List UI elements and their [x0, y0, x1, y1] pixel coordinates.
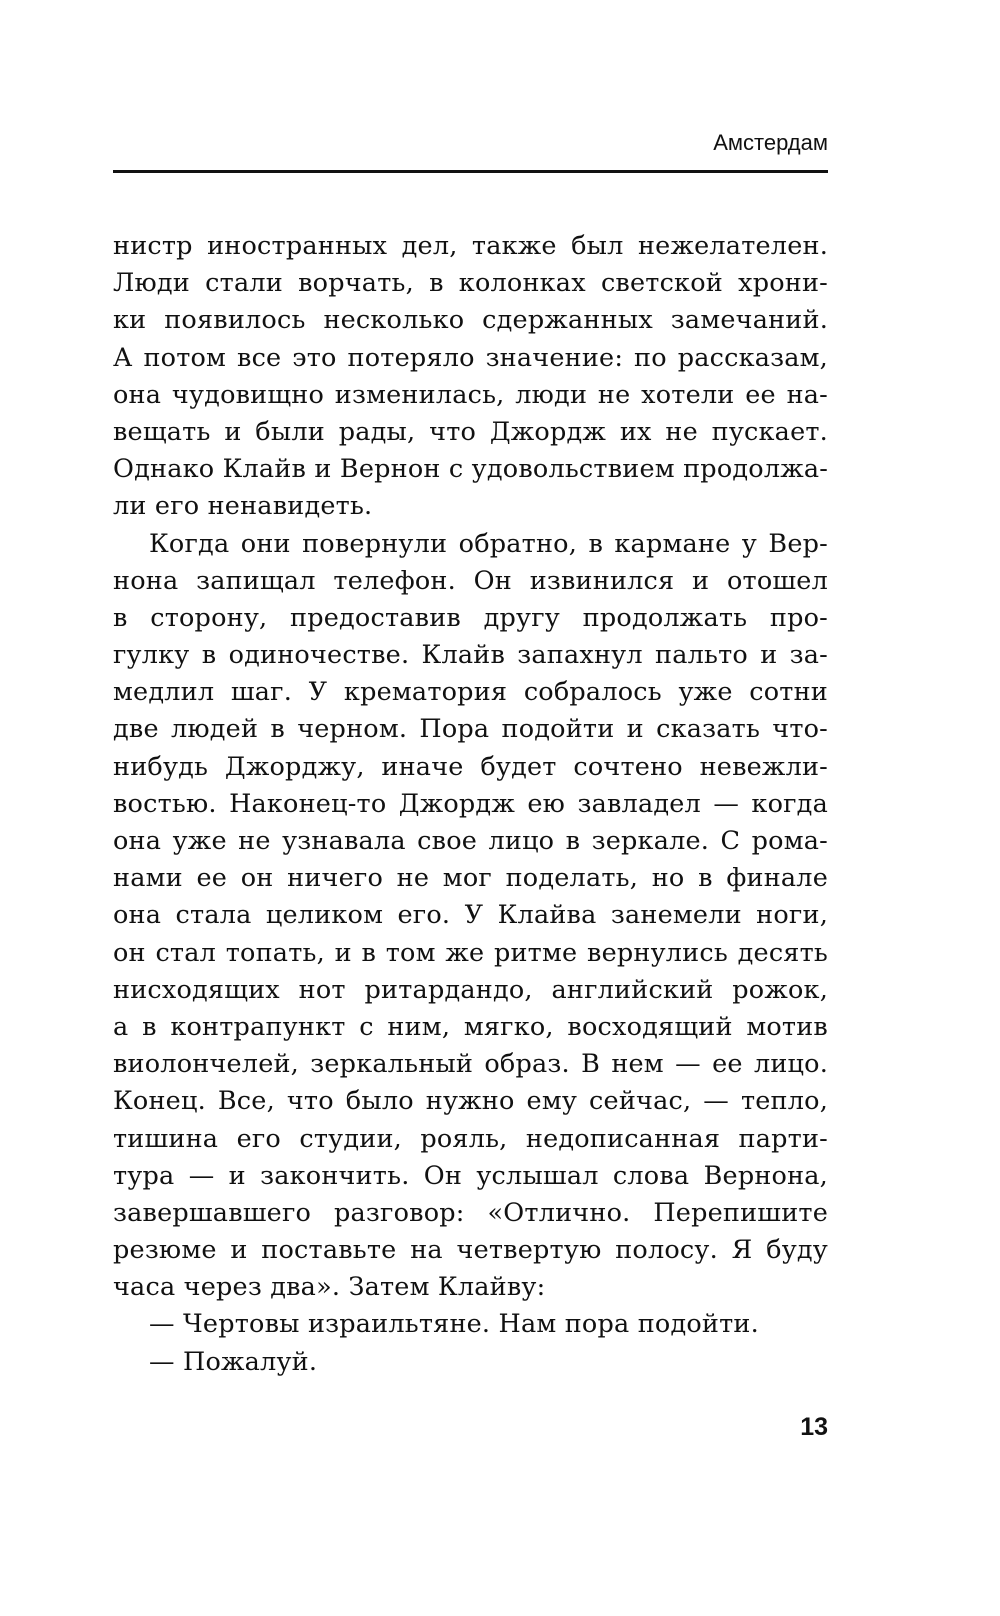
text-line: завершавшего разговор: «Отлично. Перепишите: [113, 1197, 828, 1228]
header-rule: [113, 170, 828, 173]
text-line: нами ее он ничего не мог поделать, но в финале: [113, 863, 828, 894]
text-line: нисходящих нот ритардандо, английский рожок,: [113, 974, 828, 1005]
text-line: Люди стали ворчать, в колонках светской хрони-: [113, 268, 828, 299]
text-line: резюме и поставьте на четвертую полосу. Я буду: [113, 1235, 828, 1266]
text-line: гулку в одиночестве. Клайв запахнул пальто и за-: [113, 640, 828, 671]
text-line: она чудовищно изменилась, люди не хотели ее на-: [113, 379, 828, 410]
running-head-title: Амстердам: [713, 130, 828, 155]
text-line: а в контрапункт с ним, мягко, восходящий мотив: [113, 1011, 828, 1042]
text-line: в сторону, предоставив другу продолжать про-: [113, 602, 828, 633]
text-line: А потом все это потеряло значение: по рассказам,: [113, 342, 828, 373]
text-line: тура — и закончить. Он услышал слова Вернона,: [113, 1160, 828, 1191]
text-line: медлил шаг. У крематория собралось уже сотни: [113, 677, 828, 708]
text-line: тишина его студии, рояль, недописанная парти-: [113, 1123, 828, 1154]
text-line: нона запищал телефон. Он извинился и отошел: [113, 565, 828, 596]
dialogue-line: — Пожалуй.: [149, 1346, 318, 1377]
text-line: нибудь Джорджу, иначе будет сочтено невежли-: [113, 751, 828, 782]
text-line: Конец. Все, что было нужно ему сейчас, — тепло,: [113, 1086, 828, 1117]
text-line: ли его ненавидеть.: [113, 491, 373, 522]
text-line: вещать и были рады, что Джордж их не пускает.: [113, 416, 828, 447]
text-line: она стала целиком его. У Клайва занемели ноги,: [113, 900, 828, 931]
text-line: часа через два». Затем Клайву:: [113, 1272, 546, 1303]
text-line: она уже не узнавала свое лицо в зеркале. С рома-: [113, 826, 828, 856]
text-line: востью. Наконец-то Джордж ею завладел — когда: [113, 788, 828, 819]
text-line: виолончелей, зеркальный образ. В нем — ее лицо.: [113, 1049, 828, 1080]
text-line: нистр иностранных дел, также был нежелателен.: [113, 231, 828, 261]
text-line: он стал топать, и в том же ритме вернулись десять: [113, 937, 828, 968]
text-line: Когда они повернули обратно, в кармане у Вер-: [149, 528, 828, 559]
text-line: две людей в черном. Пора подойти и сказать что-: [113, 714, 828, 745]
page-number: 13: [800, 1413, 828, 1441]
dialogue-line: — Чертовы израильтяне. Нам пора подойти.: [149, 1309, 759, 1340]
text-line: ки появилось несколько сдержанных замечаний.: [113, 305, 828, 336]
text-line: Однако Клайв и Вернон с удовольствием продолжа-: [113, 454, 828, 485]
body-text: [113, 228, 828, 1381]
